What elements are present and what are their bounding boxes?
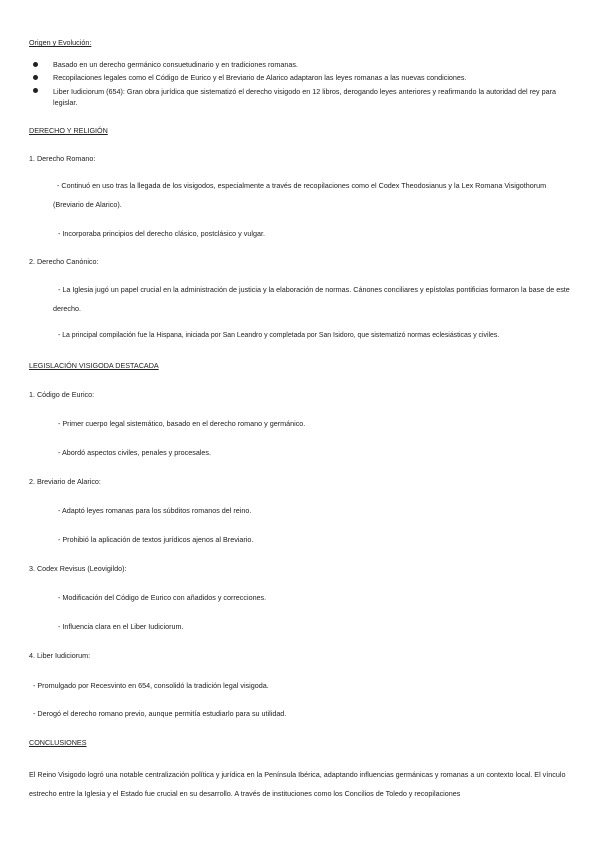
paragraph: - Continuó en uso tras la llegada de los visigodos, especialmente a través de recopilaciones como el Codex Theodosianus y la Lex Romana Visigothorum (Breviario de Alarico).: [53, 181, 547, 209]
paragraph: El Reino Visigodo logró una notable centralización política y jurídica en la Península Ibérica, adaptando influencias germánicas y romanas a un contexto local. El vínculo estrecho entre la Iglesia y el Estado fue crucial en su desarrollo. A través de instituciones como los Concilios de Toledo y recopilaciones: [29, 770, 566, 798]
section-heading-conclusiones: CONCLUSIONES: [29, 738, 87, 747]
paragraph: - Promulgado por Recesvinto en 654, consolidó la tradición legal visigoda.: [33, 681, 269, 690]
subsection-title: 1. Código de Eurico:: [29, 390, 95, 399]
bullet-item: Recopilaciones legales como el Código de Eurico y el Breviario de Alarico adaptaron las leyes romanas a las nuevas condiciones.: [53, 73, 467, 82]
subsection-title: 2. Breviario de Alarico:: [29, 477, 101, 486]
paragraph: - Derogó el derecho romano previo, aunque permitía estudiarlo para su utilidad.: [33, 709, 287, 718]
paragraph: - Modificación del Código de Eurico con añadidos y correcciones.: [58, 593, 267, 602]
paragraph: - Abordó aspectos civiles, penales y procesales.: [58, 448, 212, 457]
bullet-item: Basado en un derecho germánico consuetudinario y en tradiciones romanas.: [53, 60, 298, 69]
bullet-dot: [33, 75, 38, 80]
section-heading-derecho: DERECHO Y RELIGIÓN: [29, 126, 108, 135]
bullet-dot: [33, 62, 38, 67]
subsection-title: 1. Derecho Romano:: [29, 154, 96, 163]
paragraph: - Primer cuerpo legal sistemático, basado en el derecho romano y germánico.: [58, 419, 306, 428]
bullet-dot: [33, 88, 38, 93]
paragraph: - Prohibió la aplicación de textos jurídicos ajenos al Breviario.: [58, 535, 254, 544]
bullet-item: Liber Iudiciorum (654): Gran obra jurídica que sistematizó el derecho visigodo en 12 libros, derogando leyes anteriores y reafirmando la autoridad del rey para legislar.: [53, 87, 557, 107]
paragraph: - La Iglesia jugó un papel crucial en la administración de justicia y la elaboración de normas. Cánones conciliares y epístolas pontificias formaron la base de este derecho.: [53, 285, 570, 313]
paragraph: - Influencia clara en el Liber Iudiciorum.: [58, 622, 184, 631]
subsection-title: 4. Liber Iudiciorum:: [29, 651, 91, 660]
subsection-title: 2. Derecho Canónico:: [29, 257, 99, 266]
subsection-title: 3. Codex Revisus (Leovigildo):: [29, 564, 127, 573]
paragraph: - Incorporaba principios del derecho clásico, postclásico y vulgar.: [58, 229, 265, 238]
paragraph: - La principal compilación fue la Hispana, iniciada por San Leandro y completada por San Isidoro, que sistematizó normas eclesiásticas y civiles.: [58, 332, 500, 339]
section-heading-legislacion: LEGISLACIÓN VISIGODA DESTACADA: [29, 361, 159, 370]
section-heading-origen: Origen y Evolución:: [29, 38, 92, 47]
paragraph: - Adaptó leyes romanas para los súbditos romanos del reino.: [58, 506, 252, 515]
